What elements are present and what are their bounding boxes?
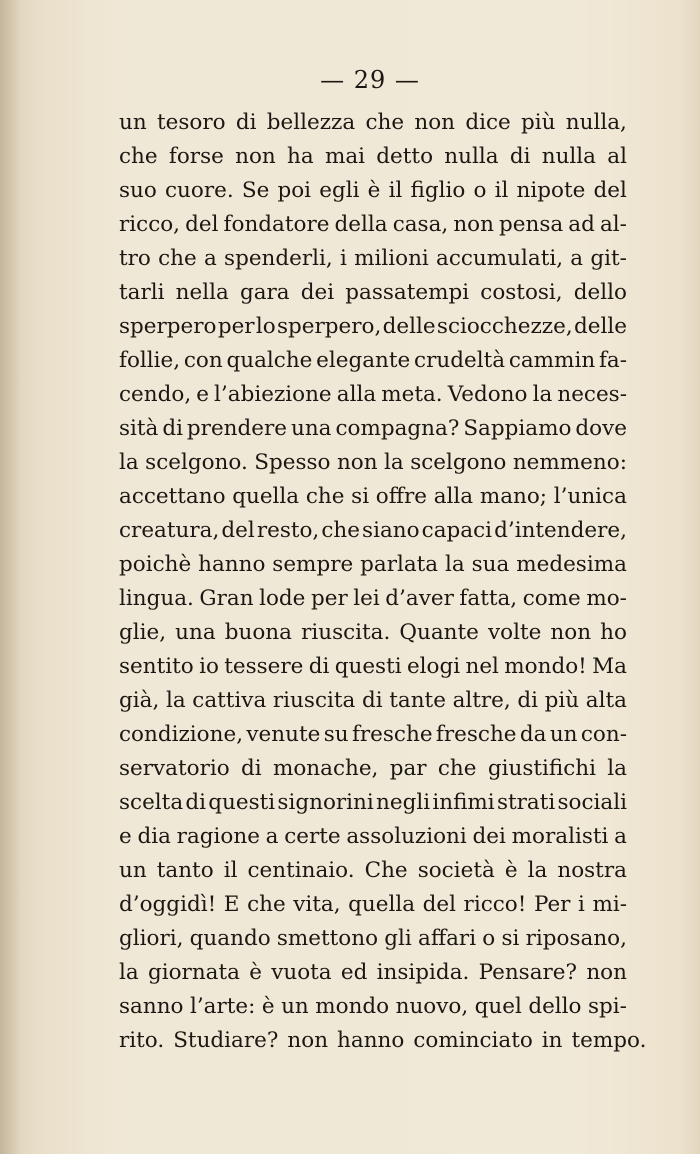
text-line: la scelgono. Spesso non la scelgono nemmeno: — [119, 450, 627, 475]
text-line: sentito io tessere di questi elogi nel mondo! Ma — [119, 654, 627, 679]
text-line: scelta di questi signorini negli infimi strati sociali — [119, 790, 627, 815]
text-line: servatorio di monache, par che giustifichi la — [119, 756, 627, 781]
text-line: gliori, quando smettono gli affari o si riposano, — [119, 926, 627, 951]
text-line: e dia ragione a certe assoluzioni dei moralisti a — [119, 824, 627, 849]
text-line: che forse non ha mai detto nulla di nulla al — [119, 144, 627, 169]
text-line: già, la cattiva riuscita di tante altre, di più alta — [119, 688, 627, 713]
text-line: sperpero per lo sperpero, delle sciocchezze, delle — [119, 314, 627, 339]
text-line: rito. Studiare? non hanno cominciato in tempo. — [119, 1028, 647, 1053]
text-line: d’oggidì! E che vita, quella del ricco! Per i mi- — [119, 892, 627, 917]
text-line: la giornata è vuota ed insipida. Pensare? non — [119, 960, 627, 985]
text-line: follie, con qualche elegante crudeltà cammin fa- — [119, 348, 627, 373]
text-line: lingua. Gran lode per lei d’aver fatta, come mo- — [119, 586, 627, 611]
text-line: ricco, del fondatore della casa, non pensa ad al- — [119, 212, 627, 237]
text-line: sanno l’arte: è un mondo nuovo, quel dello spi- — [119, 994, 627, 1019]
text-line: un tanto il centinaio. Che società è la nostra — [119, 858, 627, 883]
text-line: cendo, e l’abiezione alla meta. Vedono la neces- — [119, 382, 627, 407]
text-line: sità di prendere una compagna? Sappiamo dove — [119, 416, 627, 441]
text-line: tro che a spenderli, i milioni accumulati, a git- — [119, 246, 627, 271]
text-line: tarli nella gara dei passatempi costosi, dello — [119, 280, 627, 305]
text-line: glie, una buona riuscita. Quante volte non ho — [119, 620, 627, 645]
text-line: accettano quella che si offre alla mano; l’unica — [119, 484, 627, 509]
body-text — [119, 106, 647, 1058]
text-line: poichè hanno sempre parlata la sua medesima — [119, 552, 627, 577]
text-line: un tesoro di bellezza che non dice più nulla, — [119, 110, 627, 135]
text-line: suo cuore. Se poi egli è il figlio o il nipote del — [119, 178, 627, 203]
text-line: creatura, del resto, che siano capaci d’intendere, — [119, 518, 627, 543]
spine-shadow — [0, 0, 22, 1154]
text-line: condizione, venute su fresche fresche da un con- — [119, 722, 627, 747]
page-number: — 29 — — [320, 66, 420, 94]
